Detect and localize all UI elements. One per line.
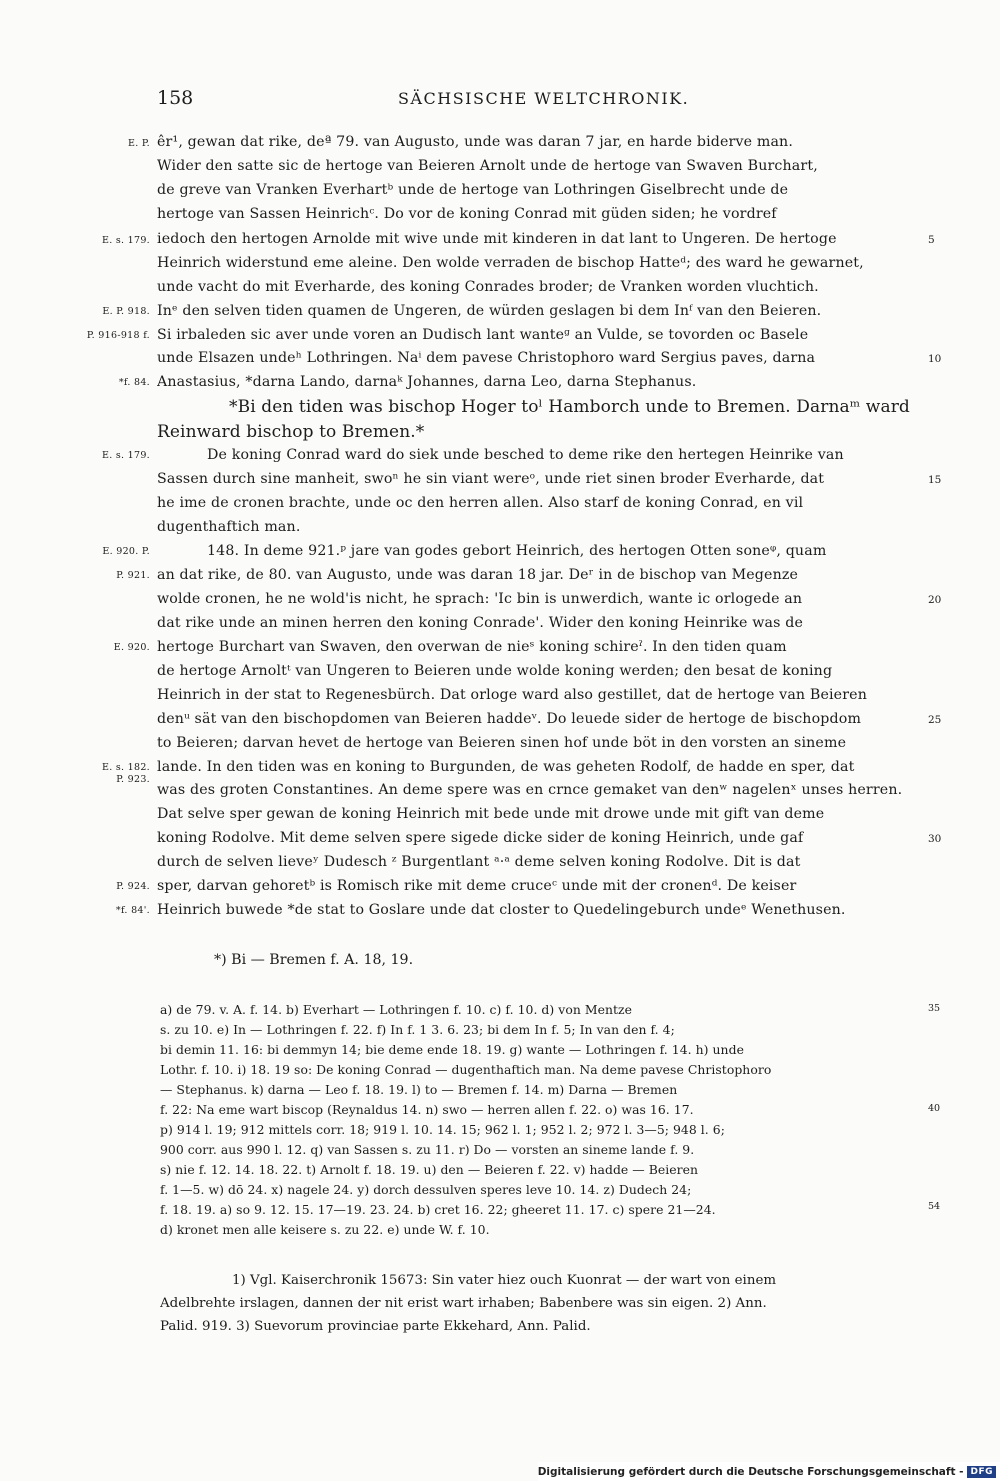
variant-line: f. 22: Na eme wart biscop (Reynaldus 14. n) swo — herren allen f. 22. o) was 16. 17. bbox=[160, 1102, 694, 1117]
text-line: sper, darvan gehoretᵇ is Romisch rike mit deme cruceᶜ unde mit der cronenᵈ. De keiser bbox=[157, 878, 797, 894]
line-number: 15 bbox=[928, 474, 942, 486]
text-line: he ime de cronen brachte, unde oc den herren allen. Also starf de koning Conrad, en vil bbox=[157, 495, 804, 511]
text-line: iedoch den hertogen Arnolde mit wive unde mit kinderen in dat lant to Ungeren. De hertoge bbox=[157, 231, 837, 247]
text-line: Wider den satte sic de hertoge van Beieren Arnolt unde de hertoge van Swaven Burchart, bbox=[157, 158, 818, 174]
text-line: dat rike unde an minen herren den koning Conrade'. Wider den koning Heinrike was de bbox=[157, 615, 803, 631]
star-note: *) Bi — Bremen f. A. 18, 19. bbox=[214, 952, 414, 968]
line-number: 20 bbox=[928, 594, 942, 606]
line-number: 5 bbox=[928, 234, 935, 246]
text-line: Dat selve sper gewan de koning Heinrich mit bede unde mit drowe unde mit gift van deme bbox=[157, 806, 825, 822]
variant-line: f. 1—5. w) dō 24. x) nagele 24. y) dorch dessulven speres leve 10. 14. z) Dudech 24; bbox=[160, 1182, 692, 1197]
text-line: de hertoge Arnoltᵗ van Ungeren to Beieren unde wolde koning werden; den besat de koning bbox=[157, 663, 833, 679]
page-number: 158 bbox=[157, 87, 194, 109]
margin-note: E. 920. bbox=[113, 642, 150, 653]
text-line: an dat rike, de 80. van Augusto, unde was daran 18 jar. Deʳ in de bischop van Megenze bbox=[157, 567, 799, 583]
dfg-logo-icon: DFG bbox=[967, 1466, 996, 1478]
text-line: De koning Conrad ward do siek unde besched to deme rike den hertegen Heinrike van bbox=[207, 447, 844, 463]
variant-line: s. zu 10. e) In — Lothringen f. 22. f) In f. 1 3. 6. 23; bi dem In f. 5; In van den f. 4; bbox=[160, 1022, 675, 1037]
margin-note: P. 921. bbox=[116, 570, 150, 581]
text-line: wolde cronen, he ne wold'is nicht, he sprach: 'Ic bin is unwerdich, wante ic orlogede an bbox=[157, 591, 803, 607]
margin-note: E. s. 182. bbox=[101, 762, 150, 773]
text-line: hertoge Burchart van Swaven, den overwan de nieˢ koning schireˀ. In den tiden quam bbox=[157, 639, 787, 655]
text-line: durch de selven lieveʸ Dudesch ᶻ Burgentlant ᵃ·ᵃ deme selven koning Rodolve. Dit is dat bbox=[157, 854, 801, 870]
text-line: was des groten Constantines. An deme spere was en crnce gemaket van denʷ nagelenˣ unses herren. bbox=[157, 782, 903, 798]
line-number: 30 bbox=[928, 833, 942, 845]
text-line: Reinward bischop to Bremen.* bbox=[157, 422, 425, 442]
text-line: êr¹, gewan dat rike, deª 79. van Augusto, unde was daran 7 jar, en harde biderve man. bbox=[157, 134, 794, 150]
variant-line: bi demin 11. 16: bi demmyn 14; bie deme ende 18. 19. g) wante — Lothringen f. 14. h) unde bbox=[160, 1042, 744, 1057]
text-line: Anastasius, *darna Lando, darnaᵏ Johannes, darna Leo, darna Stephanus. bbox=[157, 374, 697, 390]
footer-text: Digitalisierung gefördert durch die Deutsche Forschungsgemeinschaft - bbox=[537, 1466, 964, 1478]
variant-line: s) nie f. 12. 14. 18. 22. t) Arnolt f. 18. 19. u) den — Beieren f. 22. v) hadde — Beieren bbox=[160, 1162, 699, 1177]
variant-line: Lothr. f. 10. i) 18. 19 so: De koning Conrad — dugenthaftich man. Na deme pavese Christophoro bbox=[160, 1062, 772, 1077]
margin-note: E. s. 179. bbox=[101, 235, 150, 246]
text-line: koning Rodolve. Mit deme selven spere sigede dicke sider de koning Heinrich, unde gaf bbox=[157, 830, 804, 846]
text-line: to Beieren; darvan hevet de hertoge van Beieren sinen hof unde böt in den vorsten an sineme bbox=[157, 735, 847, 751]
running-head: SÄCHSISCHE WELTCHRONIK. bbox=[398, 89, 690, 108]
line-number: 25 bbox=[928, 714, 942, 726]
text-line: Heinrich in der stat to Regenesbürch. Dat orloge ward also gestillet, dat de hertoge van Beieren bbox=[157, 687, 867, 703]
text-line: dugenthaftich man. bbox=[157, 519, 301, 535]
text-line: Heinrich buwede *de stat to Goslare unde dat closter to Quedelingeburch undeᵉ Wenethusen. bbox=[157, 902, 846, 918]
text-line: Si irbaleden sic aver unde voren an Dudisch lant wanteᵍ an Vulde, se tovorden oc Basele bbox=[157, 327, 809, 343]
digitization-footer bbox=[538, 1462, 1000, 1481]
margin-note: E. 920. P. bbox=[102, 546, 150, 557]
margin-note: E. P. bbox=[128, 138, 150, 149]
margin-note: E. P. 918. bbox=[102, 306, 150, 317]
text-line: denᵘ sät van den bischopdomen van Beieren haddeᵛ. Do leuede sider de hertoge de bischopdom bbox=[157, 711, 862, 727]
text-line: unde vacht do mit Everharde, des koning Conrades broder; de Vranken worden vluchtich. bbox=[157, 279, 819, 295]
text-line: Sassen durch sine manheit, swoⁿ he sin viant wereᵒ, unde riet sinen broder Everharde, dat bbox=[157, 471, 825, 487]
text-line: hertoge van Sassen Heinrichᶜ. Do vor de koning Conrad mit güden siden; he vordref bbox=[157, 206, 777, 222]
text-line: de greve van Vranken Everhartᵇ unde de hertoge van Lothringen Giselbrecht unde de bbox=[157, 182, 789, 198]
footnote-line: Adelbrehte irslagen, dannen der nit erist wart irhaben; Babenbere was sin eigen. 2) Ann. bbox=[160, 1296, 767, 1311]
line-number: 35 bbox=[928, 1003, 941, 1014]
text-line: lande. In den tiden was en koning to Burgunden, de was geheten Rodolf, de hadde en sper, dat bbox=[157, 759, 855, 775]
variant-line: p) 914 l. 19; 912 mittels corr. 18; 919 l. 10. 14. 15; 962 l. 1; 952 l. 2; 972 l. 3—5; 948 l. 6; bbox=[160, 1122, 725, 1137]
line-number: 40 bbox=[928, 1103, 941, 1114]
variant-line: d) kronet men alle keisere s. zu 22. e) unde W. f. 10. bbox=[160, 1222, 490, 1237]
margin-note: *f. 84'. bbox=[115, 905, 150, 916]
margin-note: P. 916-918 f. bbox=[86, 330, 150, 341]
margin-note: P. 924. bbox=[116, 881, 150, 892]
variant-line: f. 18. 19. a) so 9. 12. 15. 17—19. 23. 24. b) cret 16. 22; gheeret 11. 17. c) spere 21—24. bbox=[160, 1202, 716, 1217]
variant-line: — Stephanus. k) darna — Leo f. 18. 19. l) to — Bremen f. 14. m) Darna — Bremen bbox=[160, 1082, 678, 1097]
text-line: *Bi den tiden was bischop Hoger toˡ Hamborch unde to Bremen. Darnaᵐ ward bbox=[229, 397, 910, 417]
text-line: 148. In deme 921.ᵖ jare van godes gebort Heinrich, des hertogen Otten soneᵠ, quam bbox=[207, 543, 827, 559]
margin-note: *f. 84. bbox=[118, 377, 150, 388]
margin-note: P. 923. bbox=[116, 774, 150, 785]
text-line: Inᵉ den selven tiden quamen de Ungeren, de würden geslagen bi dem Inᶠ van den Beieren. bbox=[157, 303, 822, 319]
text-line: Heinrich widerstund eme aleine. Den wolde verraden de bischop Hatteᵈ; des ward he gewarnet, bbox=[157, 255, 864, 271]
variant-line: a) de 79. v. A. f. 14. b) Everhart — Lothringen f. 10. c) f. 10. d) von Mentze bbox=[160, 1002, 633, 1017]
footnote-line: Palid. 919. 3) Suevorum provinciae parte Ekkehard, Ann. Palid. bbox=[160, 1319, 591, 1334]
text-line: unde Elsazen undeʰ Lothringen. Naⁱ dem pavese Christophoro ward Sergius paves, darna bbox=[157, 350, 816, 366]
margin-note: E. s. 179. bbox=[101, 450, 150, 461]
line-number: 10 bbox=[928, 353, 942, 365]
footnote-line: 1) Vgl. Kaiserchronik 15673: Sin vater hiez ouch Kuonrat — der wart von einem bbox=[232, 1273, 777, 1288]
line-number: 54 bbox=[928, 1201, 941, 1212]
variant-line: 900 corr. aus 990 l. 12. q) van Sassen s. zu 11. r) Do — vorsten an sineme lande f. 9. bbox=[160, 1142, 695, 1157]
